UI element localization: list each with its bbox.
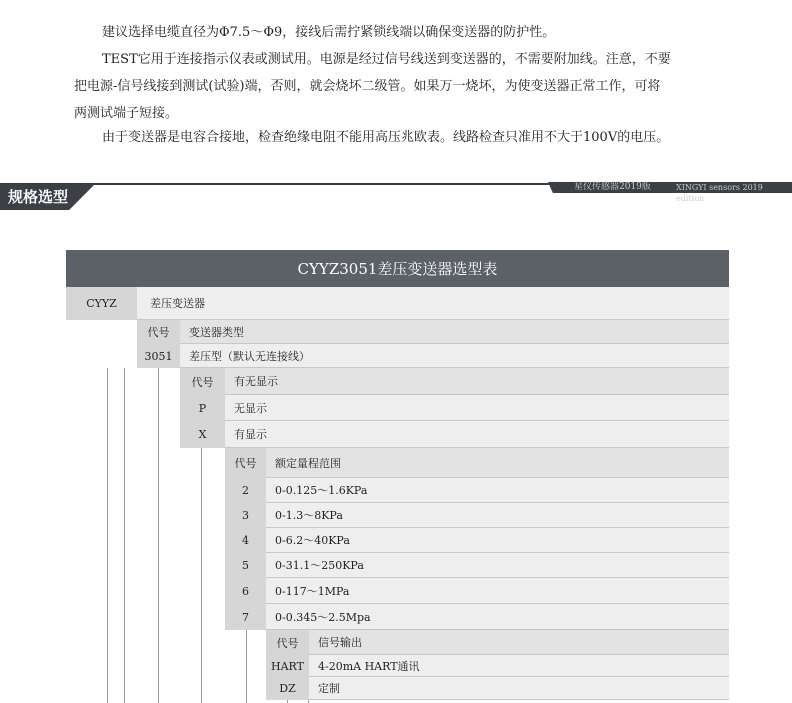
table-title: CYYZ3051差压变送器选型表	[66, 250, 729, 287]
signal-header-desc: 信号输出	[309, 630, 729, 655]
signal-header-code: 代号	[266, 630, 309, 655]
edition-en: XINGYI sensors 2019 edition	[676, 183, 763, 203]
range-header-code: 代号	[225, 448, 266, 478]
paragraph-cable: 建议选择电缆直径为Φ7.5～Φ9，接线后需拧紧锁线端以确保变送器的防护性。	[102, 25, 556, 40]
tree-connector	[201, 448, 202, 703]
model-name: 差压变送器	[137, 287, 729, 320]
table-row-desc: 0-1.3～8KPa	[266, 503, 729, 528]
type-header-desc: 变送器类型	[180, 320, 729, 344]
paragraph-test-2: 把电源-信号线接到测试(试验)端，否则，就会烧坏二级管。如果万一烧坏，为使变送器正常工作，可将	[74, 79, 661, 94]
table-row-desc: 定制	[309, 677, 729, 700]
display-header-desc: 有无显示	[225, 368, 729, 395]
table-row-code: 5	[225, 553, 266, 578]
section-title: 规格选型	[8, 188, 69, 206]
table-row-desc: 0-117～1MPa	[266, 578, 729, 604]
tree-connector	[124, 368, 125, 703]
table-row-desc: 0-0.125～1.6KPa	[266, 478, 729, 503]
tree-connector	[158, 368, 159, 703]
table-row-code: P	[180, 395, 225, 421]
table-row-code: DZ	[266, 677, 309, 700]
table-row-desc: 0-6.2～40KPa	[266, 528, 729, 553]
table-row-code: 7	[225, 604, 266, 630]
table-row-desc: 0-0.345～2.5Mpa	[266, 604, 729, 630]
paragraph-test-1: TEST它用于连接指示仪表或测试用。电源是经过信号线送到变送器的，不需要附加线。注意，不要	[102, 52, 671, 67]
table-row-code: 4	[225, 528, 266, 553]
model-code: CYYZ	[66, 287, 137, 320]
table-row-code: X	[180, 421, 225, 448]
range-header-desc: 额定量程范围	[266, 448, 729, 478]
tree-connector	[107, 368, 108, 703]
table-row-desc: 有显示	[225, 421, 729, 448]
type-header-code: 代号	[137, 320, 180, 344]
table-row-code: 3	[225, 503, 266, 528]
table-row-code: HART	[266, 655, 309, 677]
table-row-desc: 无显示	[225, 395, 729, 421]
table-row-code: 6	[225, 578, 266, 604]
table-row-desc: 0-31.1～250KPa	[266, 553, 729, 578]
paragraph-insulation: 由于变送器是电容合接地，检查绝缘电阻不能用高压兆欧表。线路检查只准用不大于100V的电压。	[102, 130, 670, 145]
display-header-code: 代号	[180, 368, 225, 395]
tree-connector	[246, 630, 247, 703]
paragraph-test-3: 两测试端子短接。	[74, 106, 179, 121]
table-row-desc: 差压型（默认无连接线）	[180, 344, 729, 368]
table-row-code: 3051	[137, 344, 180, 368]
table-row-code: 2	[225, 478, 266, 503]
table-row-desc: 4-20mA HART通讯	[309, 655, 729, 677]
edition-cn: 星仪传感器2019版	[574, 182, 651, 192]
